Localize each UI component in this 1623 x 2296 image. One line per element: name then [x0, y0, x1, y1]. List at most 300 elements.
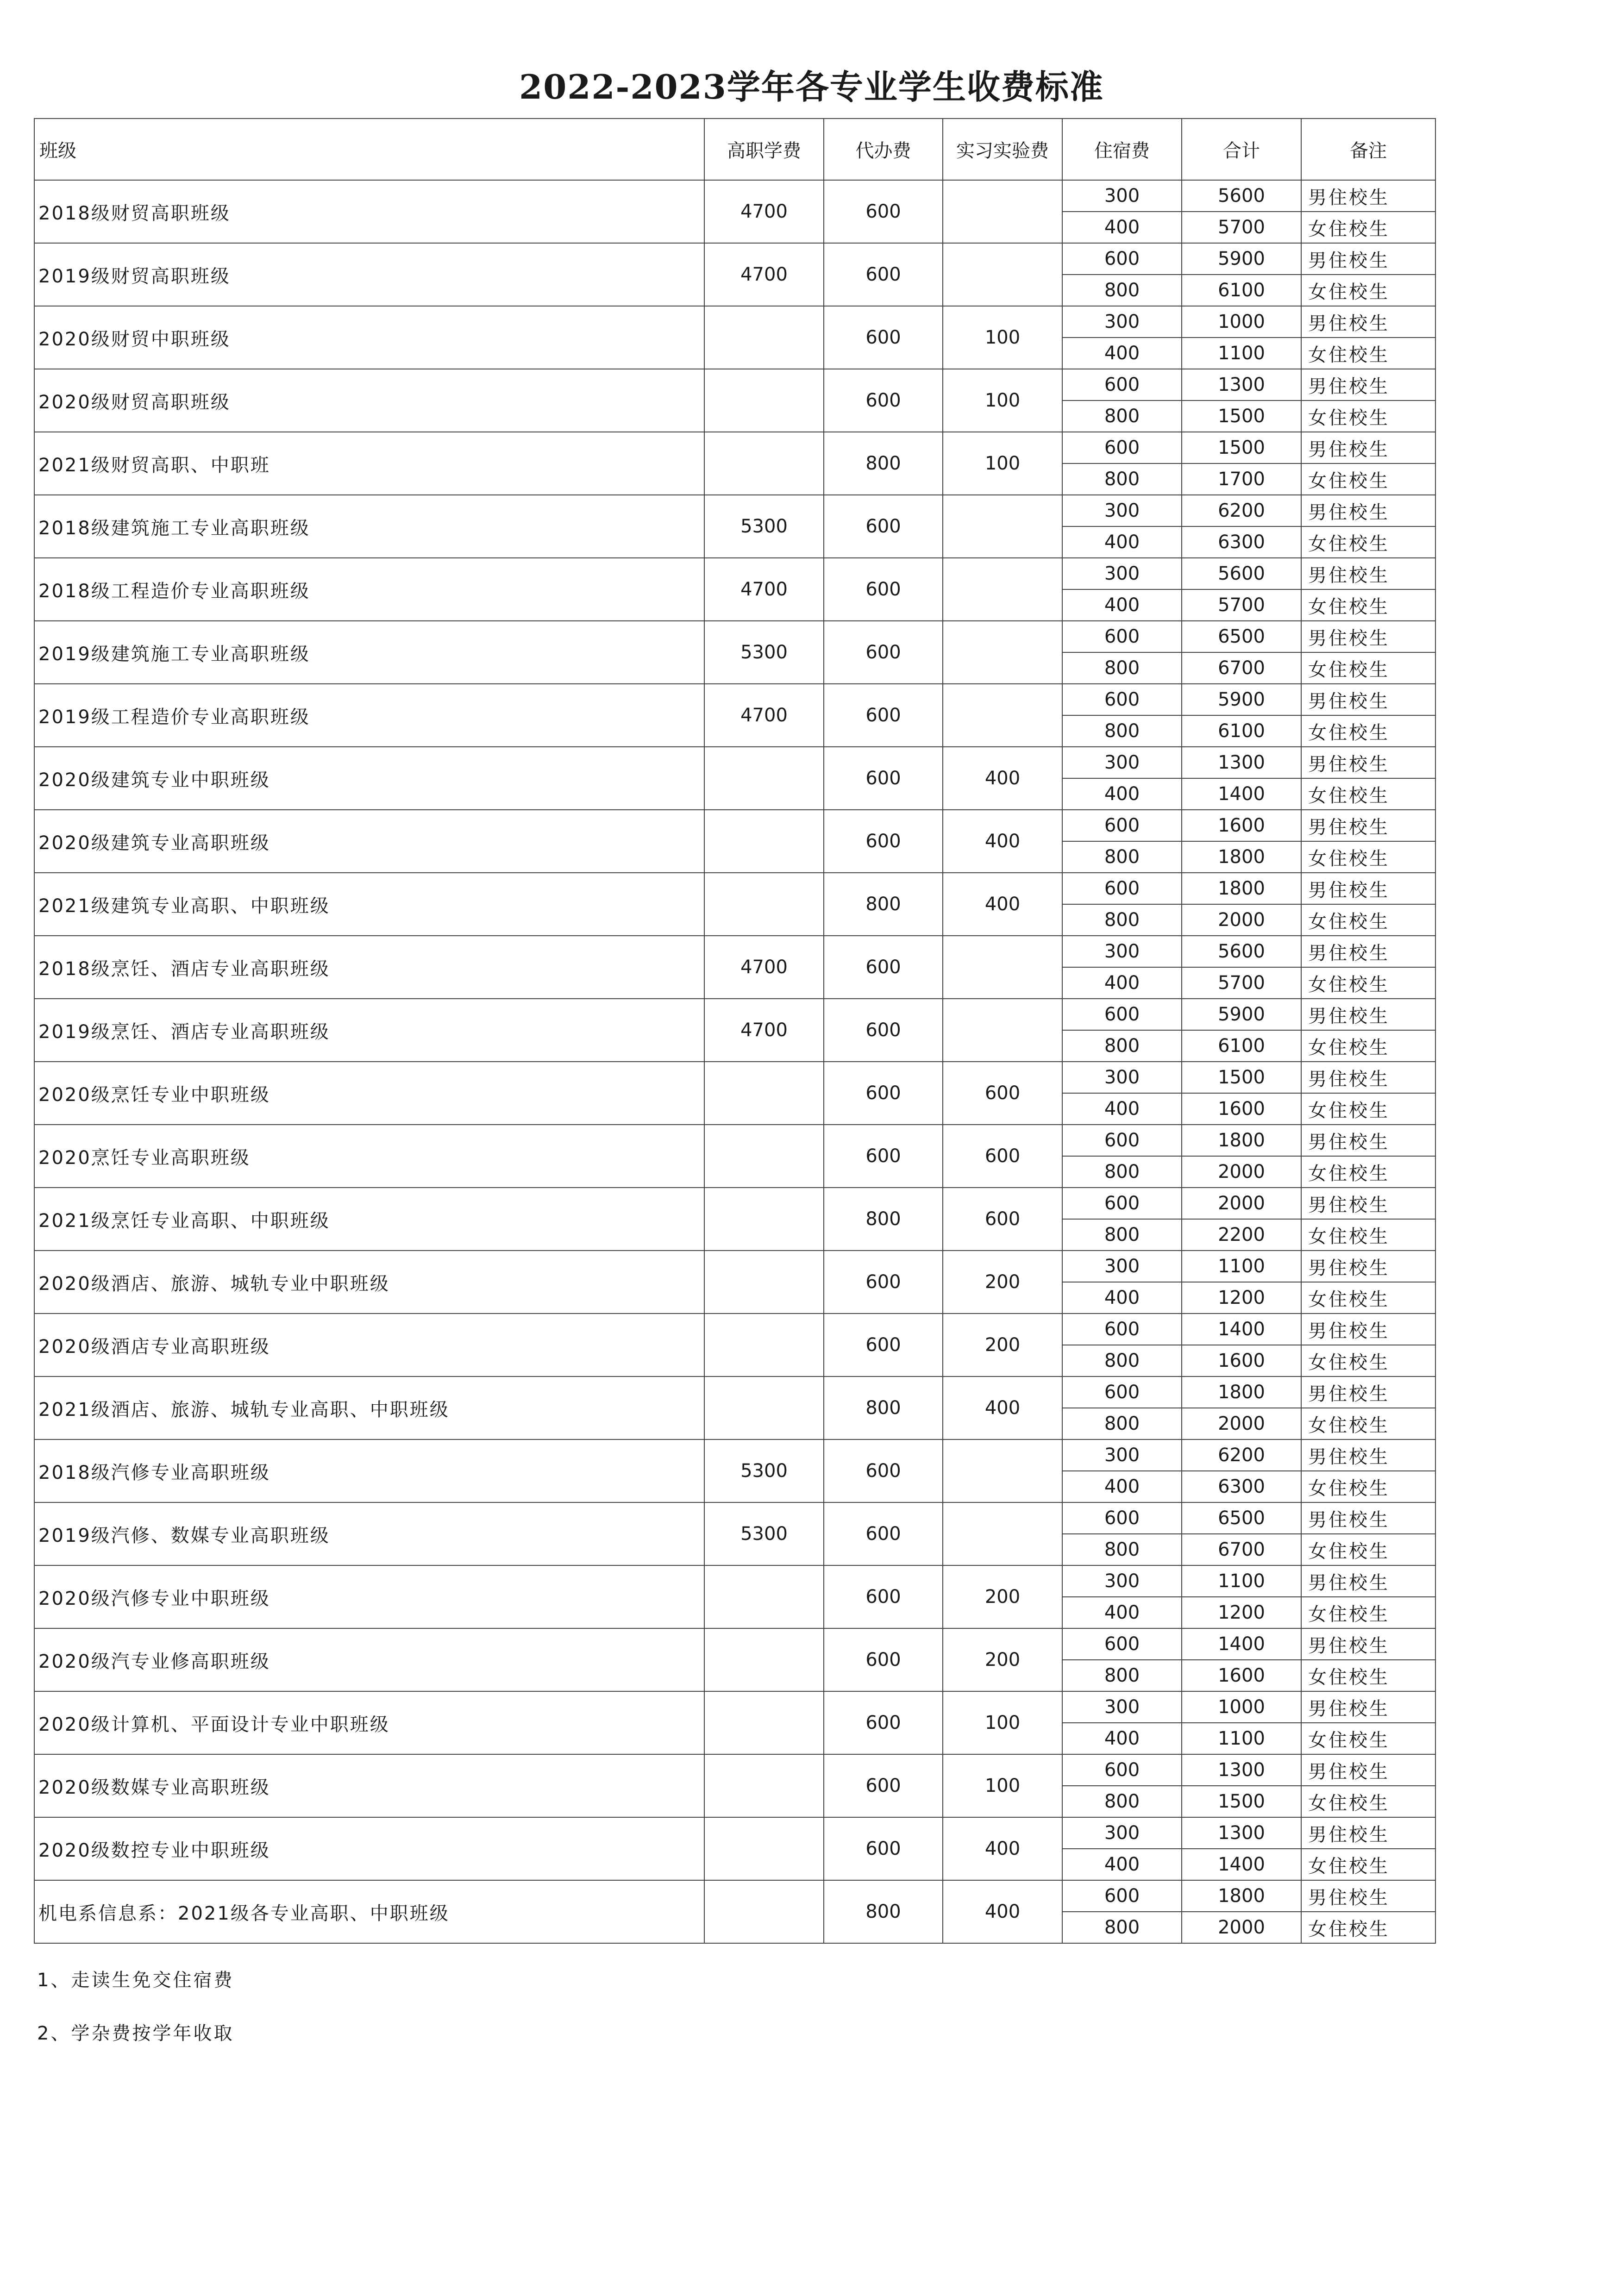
lab-fee-cell: 200 — [943, 1314, 1062, 1376]
remark-cell: 男住校生 — [1301, 810, 1435, 841]
dorm-fee-cell: 800 — [1062, 1345, 1182, 1376]
remark-cell: 女住校生 — [1301, 212, 1435, 243]
dorm-fee-cell: 800 — [1062, 1786, 1182, 1817]
total-cell: 1600 — [1182, 1093, 1301, 1125]
dorm-fee-cell: 600 — [1062, 1754, 1182, 1786]
agency-fee-cell: 600 — [824, 180, 943, 243]
dorm-fee-cell: 400 — [1062, 778, 1182, 810]
lab-fee-cell — [943, 684, 1062, 747]
table-row — [34, 1251, 1435, 1282]
dorm-fee-cell: 400 — [1062, 967, 1182, 999]
dorm-fee-cell: 400 — [1062, 526, 1182, 558]
agency-fee-cell: 800 — [824, 873, 943, 936]
tuition-cell — [704, 1565, 824, 1628]
tuition-cell: 4700 — [704, 999, 824, 1062]
remark-cell: 男住校生 — [1301, 999, 1435, 1030]
tuition-cell: 4700 — [704, 558, 824, 621]
tuition-cell: 4700 — [704, 936, 824, 999]
dorm-fee-cell: 300 — [1062, 1439, 1182, 1471]
agency-fee-cell: 600 — [824, 1314, 943, 1376]
total-cell: 5900 — [1182, 999, 1301, 1030]
agency-fee-cell: 800 — [824, 432, 943, 495]
dorm-fee-cell: 800 — [1062, 841, 1182, 873]
total-cell: 1100 — [1182, 1565, 1301, 1597]
agency-fee-cell: 600 — [824, 1817, 943, 1880]
dorm-fee-cell: 600 — [1062, 1314, 1182, 1345]
total-cell: 5600 — [1182, 180, 1301, 212]
agency-fee-cell: 600 — [824, 1251, 943, 1314]
lab-fee-cell: 200 — [943, 1251, 1062, 1314]
total-cell: 6100 — [1182, 715, 1301, 747]
dorm-fee-cell: 800 — [1062, 1156, 1182, 1188]
lab-fee-cell: 400 — [943, 810, 1062, 873]
table-row — [34, 621, 1435, 652]
class-name-cell: 2021级建筑专业高职、中职班级 — [34, 873, 704, 936]
dorm-fee-cell: 800 — [1062, 1219, 1182, 1251]
class-name-cell: 2020级建筑专业中职班级 — [34, 747, 704, 810]
class-name-cell: 2021级酒店、旅游、城轨专业高职、中职班级 — [34, 1376, 704, 1439]
class-name-cell: 2020级酒店、旅游、城轨专业中职班级 — [34, 1251, 704, 1314]
dorm-fee-cell: 800 — [1062, 652, 1182, 684]
dorm-fee-cell: 600 — [1062, 1188, 1182, 1219]
dorm-fee-cell: 600 — [1062, 810, 1182, 841]
tuition-cell: 5300 — [704, 1502, 824, 1565]
agency-fee-cell: 600 — [824, 558, 943, 621]
class-name-cell: 2018级工程造价专业高职班级 — [34, 558, 704, 621]
table-row — [34, 306, 1435, 338]
dorm-fee-cell: 600 — [1062, 1880, 1182, 1912]
table-row — [34, 495, 1435, 526]
header-remark: 备注 — [1301, 119, 1435, 180]
lab-fee-cell — [943, 936, 1062, 999]
lab-fee-cell: 400 — [943, 747, 1062, 810]
table-row — [34, 684, 1435, 715]
table-header-row — [34, 119, 1435, 180]
remark-cell: 女住校生 — [1301, 1282, 1435, 1314]
dorm-fee-cell: 300 — [1062, 1565, 1182, 1597]
remark-cell: 女住校生 — [1301, 400, 1435, 432]
remark-cell: 男住校生 — [1301, 1125, 1435, 1156]
lab-fee-cell — [943, 243, 1062, 306]
total-cell: 5900 — [1182, 243, 1301, 275]
dorm-fee-cell: 400 — [1062, 338, 1182, 369]
class-name-cell: 2019级建筑施工专业高职班级 — [34, 621, 704, 684]
table-row — [34, 1628, 1435, 1660]
table-row — [34, 999, 1435, 1030]
remark-cell: 女住校生 — [1301, 1912, 1435, 1943]
class-name-cell: 2021级财贸高职、中职班 — [34, 432, 704, 495]
remark-cell: 女住校生 — [1301, 526, 1435, 558]
table-row — [34, 1880, 1435, 1912]
dorm-fee-cell: 300 — [1062, 1817, 1182, 1849]
total-cell: 1800 — [1182, 1376, 1301, 1408]
tuition-cell — [704, 1628, 824, 1691]
dorm-fee-cell: 400 — [1062, 212, 1182, 243]
remark-cell: 女住校生 — [1301, 904, 1435, 936]
table-row — [34, 1439, 1435, 1471]
class-name-cell: 2020级财贸中职班级 — [34, 306, 704, 369]
remark-cell: 女住校生 — [1301, 1219, 1435, 1251]
total-cell: 1100 — [1182, 1251, 1301, 1282]
tuition-cell — [704, 306, 824, 369]
total-cell: 6200 — [1182, 1439, 1301, 1471]
dorm-fee-cell: 600 — [1062, 1628, 1182, 1660]
remark-cell: 男住校生 — [1301, 1439, 1435, 1471]
dorm-fee-cell: 300 — [1062, 180, 1182, 212]
lab-fee-cell: 200 — [943, 1628, 1062, 1691]
remark-cell: 女住校生 — [1301, 338, 1435, 369]
fee-table-body — [34, 180, 1435, 1943]
tuition-cell — [704, 1691, 824, 1754]
remark-cell: 男住校生 — [1301, 1817, 1435, 1849]
total-cell: 1800 — [1182, 1125, 1301, 1156]
lab-fee-cell: 100 — [943, 369, 1062, 432]
remark-cell: 男住校生 — [1301, 1565, 1435, 1597]
total-cell: 1500 — [1182, 400, 1301, 432]
table-row — [34, 747, 1435, 778]
header-class: 班级 — [34, 119, 704, 180]
header-dorm-fee: 住宿费 — [1062, 119, 1182, 180]
table-row — [34, 369, 1435, 400]
tuition-cell: 4700 — [704, 243, 824, 306]
class-name-cell: 2020级建筑专业高职班级 — [34, 810, 704, 873]
class-name-cell: 2021级烹饪专业高职、中职班级 — [34, 1188, 704, 1251]
total-cell: 2000 — [1182, 1408, 1301, 1439]
class-name-cell: 2019级烹饪、酒店专业高职班级 — [34, 999, 704, 1062]
class-name-cell: 2020级酒店专业高职班级 — [34, 1314, 704, 1376]
dorm-fee-cell: 400 — [1062, 1723, 1182, 1754]
tuition-cell — [704, 1880, 824, 1943]
tuition-cell — [704, 369, 824, 432]
dorm-fee-cell: 600 — [1062, 1502, 1182, 1534]
class-name-cell: 机电系信息系：2021级各专业高职、中职班级 — [34, 1880, 704, 1943]
total-cell: 6200 — [1182, 495, 1301, 526]
remark-cell: 女住校生 — [1301, 1345, 1435, 1376]
total-cell: 1100 — [1182, 338, 1301, 369]
lab-fee-cell — [943, 1502, 1062, 1565]
dorm-fee-cell: 300 — [1062, 558, 1182, 589]
agency-fee-cell: 600 — [824, 495, 943, 558]
remark-cell: 女住校生 — [1301, 1597, 1435, 1628]
table-row — [34, 1125, 1435, 1156]
tuition-cell — [704, 873, 824, 936]
dorm-fee-cell: 600 — [1062, 369, 1182, 400]
dorm-fee-cell: 600 — [1062, 684, 1182, 715]
total-cell: 6100 — [1182, 1030, 1301, 1062]
table-row — [34, 180, 1435, 212]
lab-fee-cell: 400 — [943, 1880, 1062, 1943]
total-cell: 6300 — [1182, 526, 1301, 558]
total-cell: 1400 — [1182, 1628, 1301, 1660]
table-row — [34, 1188, 1435, 1219]
class-name-cell: 2020级汽专业修高职班级 — [34, 1628, 704, 1691]
dorm-fee-cell: 400 — [1062, 1093, 1182, 1125]
total-cell: 6700 — [1182, 652, 1301, 684]
lab-fee-cell: 600 — [943, 1062, 1062, 1125]
table-row — [34, 558, 1435, 589]
dorm-fee-cell: 400 — [1062, 1471, 1182, 1502]
agency-fee-cell: 600 — [824, 243, 943, 306]
remark-cell: 男住校生 — [1301, 306, 1435, 338]
class-name-cell: 2019级财贸高职班级 — [34, 243, 704, 306]
tuition-cell — [704, 1251, 824, 1314]
total-cell: 5700 — [1182, 589, 1301, 621]
total-cell: 1600 — [1182, 1345, 1301, 1376]
fee-table — [34, 118, 1436, 1944]
agency-fee-cell: 800 — [824, 1880, 943, 1943]
remark-cell: 女住校生 — [1301, 715, 1435, 747]
remark-cell: 男住校生 — [1301, 1062, 1435, 1093]
agency-fee-cell: 800 — [824, 1376, 943, 1439]
class-name-cell: 2020级财贸高职班级 — [34, 369, 704, 432]
remark-cell: 女住校生 — [1301, 589, 1435, 621]
total-cell: 5600 — [1182, 558, 1301, 589]
table-row — [34, 1691, 1435, 1723]
agency-fee-cell: 600 — [824, 1439, 943, 1502]
total-cell: 1400 — [1182, 1849, 1301, 1880]
class-name-cell: 2020级汽修专业中职班级 — [34, 1565, 704, 1628]
lab-fee-cell — [943, 1439, 1062, 1502]
dorm-fee-cell: 800 — [1062, 1912, 1182, 1943]
agency-fee-cell: 600 — [824, 1565, 943, 1628]
remark-cell: 男住校生 — [1301, 1188, 1435, 1219]
dorm-fee-cell: 800 — [1062, 400, 1182, 432]
agency-fee-cell: 600 — [824, 1691, 943, 1754]
dorm-fee-cell: 800 — [1062, 1408, 1182, 1439]
dorm-fee-cell: 300 — [1062, 495, 1182, 526]
remark-cell: 女住校生 — [1301, 778, 1435, 810]
remark-cell: 男住校生 — [1301, 1376, 1435, 1408]
total-cell: 1800 — [1182, 1880, 1301, 1912]
dorm-fee-cell: 800 — [1062, 1534, 1182, 1565]
tuition-cell: 5300 — [704, 1439, 824, 1502]
total-cell: 2000 — [1182, 904, 1301, 936]
remark-cell: 男住校生 — [1301, 495, 1435, 526]
remark-cell: 男住校生 — [1301, 432, 1435, 463]
agency-fee-cell: 600 — [824, 684, 943, 747]
tuition-cell: 5300 — [704, 621, 824, 684]
table-row — [34, 810, 1435, 841]
remark-cell: 女住校生 — [1301, 1471, 1435, 1502]
lab-fee-cell: 400 — [943, 1817, 1062, 1880]
header-total: 合计 — [1182, 119, 1301, 180]
remark-cell: 男住校生 — [1301, 180, 1435, 212]
total-cell: 1500 — [1182, 1786, 1301, 1817]
class-name-cell: 2020级数控专业中职班级 — [34, 1817, 704, 1880]
lab-fee-cell: 600 — [943, 1125, 1062, 1188]
tuition-cell — [704, 1062, 824, 1125]
dorm-fee-cell: 300 — [1062, 1062, 1182, 1093]
lab-fee-cell: 200 — [943, 1565, 1062, 1628]
dorm-fee-cell: 600 — [1062, 243, 1182, 275]
dorm-fee-cell: 600 — [1062, 432, 1182, 463]
remark-cell: 男住校生 — [1301, 684, 1435, 715]
total-cell: 1600 — [1182, 1660, 1301, 1691]
remark-cell: 男住校生 — [1301, 1754, 1435, 1786]
dorm-fee-cell: 300 — [1062, 1251, 1182, 1282]
table-row — [34, 1062, 1435, 1093]
table-row — [34, 432, 1435, 463]
dorm-fee-cell: 600 — [1062, 873, 1182, 904]
total-cell: 1200 — [1182, 1597, 1301, 1628]
total-cell: 1400 — [1182, 1314, 1301, 1345]
class-name-cell: 2018级财贸高职班级 — [34, 180, 704, 243]
total-cell: 1300 — [1182, 1817, 1301, 1849]
table-row — [34, 1376, 1435, 1408]
dorm-fee-cell: 300 — [1062, 1691, 1182, 1723]
remark-cell: 女住校生 — [1301, 1534, 1435, 1565]
class-name-cell: 2020级计算机、平面设计专业中职班级 — [34, 1691, 704, 1754]
dorm-fee-cell: 400 — [1062, 589, 1182, 621]
total-cell: 1700 — [1182, 463, 1301, 495]
total-cell: 1500 — [1182, 1062, 1301, 1093]
remark-cell: 男住校生 — [1301, 243, 1435, 275]
remark-cell: 男住校生 — [1301, 747, 1435, 778]
remark-cell: 女住校生 — [1301, 1408, 1435, 1439]
total-cell: 1400 — [1182, 778, 1301, 810]
tuition-cell — [704, 1376, 824, 1439]
remark-cell: 女住校生 — [1301, 1786, 1435, 1817]
total-cell: 6500 — [1182, 621, 1301, 652]
agency-fee-cell: 600 — [824, 999, 943, 1062]
tuition-cell — [704, 747, 824, 810]
remark-cell: 女住校生 — [1301, 1849, 1435, 1880]
total-cell: 6700 — [1182, 1534, 1301, 1565]
class-name-cell: 2020级烹饪专业中职班级 — [34, 1062, 704, 1125]
total-cell: 1600 — [1182, 810, 1301, 841]
note-1: 1、走读生免交住宿费 — [37, 1970, 234, 1991]
remark-cell: 女住校生 — [1301, 1093, 1435, 1125]
remark-cell: 男住校生 — [1301, 1502, 1435, 1534]
page-title: 2022-2023学年各专业学生收费标准 — [519, 67, 1104, 106]
total-cell: 2000 — [1182, 1912, 1301, 1943]
dorm-fee-cell: 600 — [1062, 1125, 1182, 1156]
dorm-fee-cell: 300 — [1062, 936, 1182, 967]
total-cell: 1000 — [1182, 1691, 1301, 1723]
dorm-fee-cell: 800 — [1062, 1660, 1182, 1691]
total-cell: 1300 — [1182, 1754, 1301, 1786]
total-cell: 1200 — [1182, 1282, 1301, 1314]
agency-fee-cell: 600 — [824, 369, 943, 432]
remark-cell: 女住校生 — [1301, 463, 1435, 495]
table-row — [34, 1817, 1435, 1849]
dorm-fee-cell: 600 — [1062, 999, 1182, 1030]
agency-fee-cell: 600 — [824, 747, 943, 810]
dorm-fee-cell: 400 — [1062, 1849, 1182, 1880]
remark-cell: 女住校生 — [1301, 1723, 1435, 1754]
total-cell: 2000 — [1182, 1156, 1301, 1188]
agency-fee-cell: 600 — [824, 621, 943, 684]
class-name-cell: 2018级建筑施工专业高职班级 — [34, 495, 704, 558]
agency-fee-cell: 600 — [824, 1754, 943, 1817]
header-agency-fee: 代办费 — [824, 119, 943, 180]
agency-fee-cell: 600 — [824, 1125, 943, 1188]
dorm-fee-cell: 800 — [1062, 715, 1182, 747]
dorm-fee-cell: 300 — [1062, 306, 1182, 338]
tuition-cell: 4700 — [704, 180, 824, 243]
total-cell: 1100 — [1182, 1723, 1301, 1754]
total-cell: 6500 — [1182, 1502, 1301, 1534]
class-name-cell: 2020烹饪专业高职班级 — [34, 1125, 704, 1188]
remark-cell: 男住校生 — [1301, 558, 1435, 589]
lab-fee-cell — [943, 180, 1062, 243]
dorm-fee-cell: 400 — [1062, 1282, 1182, 1314]
lab-fee-cell — [943, 495, 1062, 558]
total-cell: 1800 — [1182, 841, 1301, 873]
total-cell: 1800 — [1182, 873, 1301, 904]
tuition-cell — [704, 1817, 824, 1880]
class-name-cell: 2019级汽修、数媒专业高职班级 — [34, 1502, 704, 1565]
header-lab-fee: 实习实验费 — [943, 119, 1062, 180]
tuition-cell — [704, 1754, 824, 1817]
remark-cell: 男住校生 — [1301, 621, 1435, 652]
remark-cell: 女住校生 — [1301, 841, 1435, 873]
dorm-fee-cell: 800 — [1062, 1030, 1182, 1062]
tuition-cell: 5300 — [704, 495, 824, 558]
dorm-fee-cell: 800 — [1062, 904, 1182, 936]
table-row — [34, 1314, 1435, 1345]
class-name-cell: 2018级汽修专业高职班级 — [34, 1439, 704, 1502]
lab-fee-cell: 100 — [943, 1691, 1062, 1754]
remark-cell: 男住校生 — [1301, 873, 1435, 904]
lab-fee-cell: 400 — [943, 1376, 1062, 1439]
tuition-cell — [704, 1188, 824, 1251]
remark-cell: 男住校生 — [1301, 369, 1435, 400]
lab-fee-cell: 100 — [943, 432, 1062, 495]
remark-cell: 女住校生 — [1301, 1030, 1435, 1062]
tuition-cell — [704, 810, 824, 873]
note-2: 2、学杂费按学年收取 — [37, 2023, 234, 2044]
lab-fee-cell: 400 — [943, 873, 1062, 936]
total-cell: 5900 — [1182, 684, 1301, 715]
total-cell: 6100 — [1182, 275, 1301, 306]
total-cell: 1300 — [1182, 747, 1301, 778]
remark-cell: 女住校生 — [1301, 275, 1435, 306]
remark-cell: 女住校生 — [1301, 1156, 1435, 1188]
table-row — [34, 243, 1435, 275]
tuition-cell — [704, 1125, 824, 1188]
total-cell: 1500 — [1182, 432, 1301, 463]
table-row — [34, 936, 1435, 967]
dorm-fee-cell: 800 — [1062, 463, 1182, 495]
agency-fee-cell: 800 — [824, 1188, 943, 1251]
agency-fee-cell: 600 — [824, 936, 943, 999]
agency-fee-cell: 600 — [824, 1062, 943, 1125]
lab-fee-cell — [943, 621, 1062, 684]
remark-cell: 女住校生 — [1301, 652, 1435, 684]
dorm-fee-cell: 600 — [1062, 1376, 1182, 1408]
dorm-fee-cell: 800 — [1062, 275, 1182, 306]
tuition-cell: 4700 — [704, 684, 824, 747]
agency-fee-cell: 600 — [824, 810, 943, 873]
dorm-fee-cell: 400 — [1062, 1597, 1182, 1628]
total-cell: 2200 — [1182, 1219, 1301, 1251]
class-name-cell: 2018级烹饪、酒店专业高职班级 — [34, 936, 704, 999]
class-name-cell: 2020级数媒专业高职班级 — [34, 1754, 704, 1817]
remark-cell: 男住校生 — [1301, 1691, 1435, 1723]
tuition-cell — [704, 432, 824, 495]
total-cell: 2000 — [1182, 1188, 1301, 1219]
remark-cell: 男住校生 — [1301, 1628, 1435, 1660]
agency-fee-cell: 600 — [824, 1502, 943, 1565]
dorm-fee-cell: 600 — [1062, 621, 1182, 652]
total-cell: 5700 — [1182, 212, 1301, 243]
class-name-cell: 2019级工程造价专业高职班级 — [34, 684, 704, 747]
remark-cell: 男住校生 — [1301, 1251, 1435, 1282]
table-row — [34, 873, 1435, 904]
lab-fee-cell: 100 — [943, 306, 1062, 369]
agency-fee-cell: 600 — [824, 1628, 943, 1691]
